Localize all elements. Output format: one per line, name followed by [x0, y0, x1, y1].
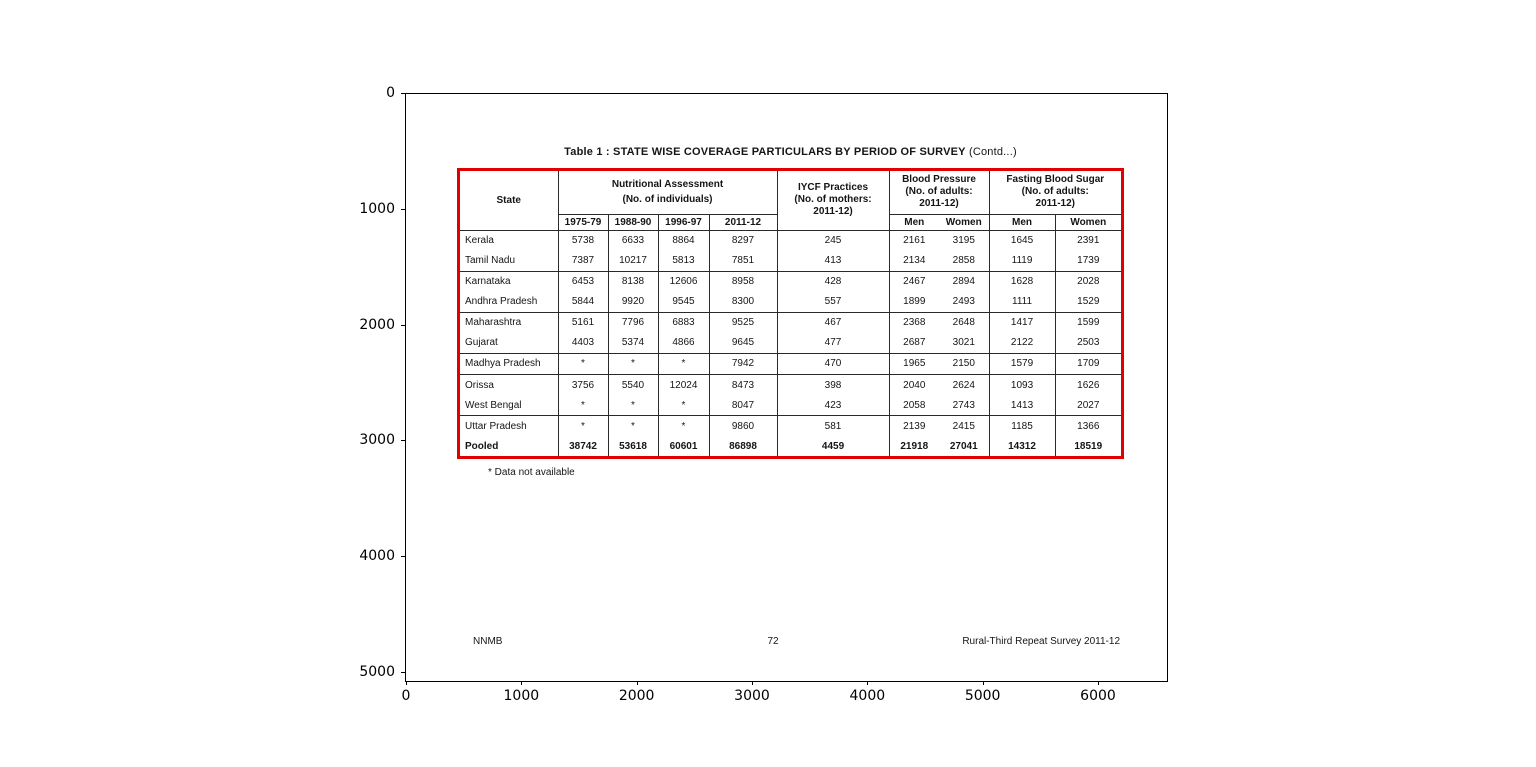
value-cell: 8138 — [608, 271, 658, 292]
year-column-header: 1975-79 — [558, 214, 608, 230]
value-cell: 2687 — [903, 337, 926, 349]
x-tick — [752, 681, 753, 685]
value-cell: 5844 — [558, 292, 608, 313]
value-cell: 12024 — [658, 375, 709, 396]
value-cell: 4459 — [777, 436, 889, 456]
value-cell: 9525 — [709, 312, 777, 333]
value-cell: 1119 — [989, 251, 1055, 272]
y-tick-label: 0 — [386, 85, 395, 101]
value-cell: * — [558, 395, 608, 416]
value-cell: 2040 — [889, 375, 939, 396]
value-cell: 8047 — [709, 395, 777, 416]
table-row — [460, 333, 1121, 354]
value-cell: 1529 — [1077, 296, 1100, 308]
blood-pressure-header — [889, 171, 989, 214]
x-tick — [1098, 681, 1099, 685]
value-cell: 9860 — [709, 416, 777, 437]
header-line: (No. of adults: — [1021, 186, 1089, 198]
bp-women-header: Women — [939, 214, 989, 230]
x-tick — [983, 681, 984, 685]
value-cell: 27041 — [939, 436, 989, 456]
value-cell: 2648 — [939, 312, 989, 333]
header-line: Nutritional Assessment — [611, 178, 724, 190]
value-cell: 4866 — [658, 333, 709, 354]
value-cell: 5374 — [608, 333, 658, 354]
value-cell: 470 — [777, 353, 889, 374]
x-tick-label: 6000 — [1080, 688, 1116, 704]
header-line: (No. of individuals) — [622, 193, 713, 205]
y-tick-label: 2000 — [359, 316, 395, 333]
value-cell: 2467 — [889, 271, 939, 292]
value-cell: 8958 — [709, 271, 777, 292]
state-cell: Kerala — [460, 230, 558, 251]
table-header — [460, 171, 1121, 230]
y-tick — [401, 672, 405, 673]
table-row — [460, 395, 1121, 416]
value-cell: 2150 — [939, 353, 989, 374]
value-cell: 1093 — [989, 375, 1055, 396]
state-cell: Maharashtra — [460, 312, 558, 333]
value-cell: 9645 — [709, 333, 777, 354]
value-cell: 245 — [777, 230, 889, 251]
value-cell: 12606 — [658, 271, 709, 292]
value-cell: 10217 — [608, 251, 658, 272]
value-cell: 2027 — [1077, 399, 1100, 411]
header-line: Blood Pressure — [902, 174, 976, 186]
value-cell: 1579 — [989, 353, 1055, 374]
footer-org: NNMB — [473, 636, 503, 647]
value-cell: 21918 — [900, 440, 929, 452]
fbs-men-header: Men — [989, 214, 1055, 230]
table-row — [460, 230, 1121, 251]
value-cell: 581 — [777, 416, 889, 437]
value-cell: * — [658, 416, 709, 437]
value-cell: 2368 — [889, 312, 939, 333]
value-cell: 1739 — [1077, 255, 1100, 267]
value-cell: 2028 — [1055, 271, 1121, 292]
state-cell: Madhya Pradesh — [460, 353, 558, 374]
value-cell: 2858 — [939, 251, 989, 272]
value-cell: 3756 — [558, 375, 608, 396]
header-line: (No. of mothers: — [794, 194, 872, 206]
value-cell: 5161 — [558, 312, 608, 333]
value-cell: 428 — [777, 271, 889, 292]
state-cell: Andhra Pradesh — [460, 292, 558, 313]
value-cell: 2391 — [1055, 230, 1121, 251]
value-cell: 2624 — [939, 375, 989, 396]
value-cell: 9545 — [658, 292, 709, 313]
value-cell: 53618 — [608, 436, 658, 456]
value-cell: 1899 — [903, 296, 926, 308]
y-tick — [401, 440, 405, 441]
y-tick-label: 3000 — [359, 432, 395, 449]
coverage-table-border — [457, 168, 1124, 459]
value-cell: 38742 — [558, 436, 608, 456]
coverage-table — [460, 171, 1121, 456]
value-cell: 1366 — [1055, 416, 1121, 437]
state-cell: Gujarat — [460, 333, 558, 354]
value-cell: 2743 — [939, 395, 989, 416]
x-tick — [521, 681, 522, 685]
x-tick — [637, 681, 638, 685]
value-cell: 2493 — [939, 292, 989, 313]
value-cell: 1111 — [989, 292, 1055, 313]
value-cell: 7387 — [558, 251, 608, 272]
value-cell: 413 — [777, 251, 889, 272]
header-line: Fasting Blood Sugar — [1006, 174, 1105, 186]
x-tick-label: 2000 — [618, 688, 655, 704]
value-cell: 1413 — [989, 395, 1055, 416]
value-cell: 1626 — [1055, 375, 1121, 396]
x-tick — [406, 681, 407, 685]
footnote: * Data not available — [488, 467, 575, 478]
value-cell: 9920 — [608, 292, 658, 313]
value-cell: 1709 — [1055, 353, 1121, 374]
value-cell: 1628 — [989, 271, 1055, 292]
table-row — [460, 436, 1121, 456]
state-column-header: State — [460, 171, 558, 230]
table-row — [460, 353, 1121, 374]
value-cell: * — [608, 416, 658, 437]
value-cell: 7942 — [709, 353, 777, 374]
value-cell: 4403 — [558, 333, 608, 354]
table-title — [457, 146, 1124, 158]
y-tick-label: 5000 — [359, 664, 395, 680]
value-cell: * — [558, 353, 608, 374]
table-title-contd: (Contd...) — [965, 146, 1017, 158]
table-body — [460, 230, 1121, 456]
x-tick-label: 5000 — [964, 688, 1001, 704]
table-row — [460, 251, 1121, 272]
value-cell: 3021 — [939, 333, 989, 354]
value-cell: 5540 — [608, 375, 658, 396]
value-cell: 2503 — [1077, 337, 1100, 349]
value-cell: 2134 — [903, 255, 926, 267]
value-cell: 2139 — [889, 416, 939, 437]
y-tick — [401, 209, 405, 210]
value-cell: 398 — [777, 375, 889, 396]
table-row — [460, 292, 1121, 313]
value-cell: 1185 — [989, 416, 1055, 437]
header-line: (No. of adults: — [905, 186, 973, 198]
value-cell: 5813 — [658, 251, 709, 272]
value-cell: 1599 — [1055, 312, 1121, 333]
x-tick — [867, 681, 868, 685]
value-cell: 1417 — [989, 312, 1055, 333]
value-cell: 14312 — [989, 436, 1055, 456]
y-tick — [401, 325, 405, 326]
value-cell: * — [558, 416, 608, 437]
value-cell: 8297 — [709, 230, 777, 251]
value-cell: 2161 — [889, 230, 939, 251]
value-cell: 3195 — [939, 230, 989, 251]
state-cell: Tamil Nadu — [460, 251, 558, 272]
footer-survey-name: Rural-Third Repeat Survey 2011-12 — [962, 636, 1120, 647]
value-cell: 5738 — [558, 230, 608, 251]
table-row — [460, 312, 1121, 333]
state-cell: Karnataka — [460, 271, 558, 292]
value-cell: 557 — [777, 292, 889, 313]
value-cell: 8300 — [709, 292, 777, 313]
value-cell: 467 — [777, 312, 889, 333]
value-cell: 2894 — [939, 271, 989, 292]
value-cell: 86898 — [709, 436, 777, 456]
fasting-blood-sugar-header — [989, 171, 1121, 214]
y-tick-label: 1000 — [359, 200, 395, 217]
value-cell: 7851 — [709, 251, 777, 272]
value-cell: 6453 — [558, 271, 608, 292]
iycf-practices-header — [777, 171, 889, 230]
nutritional-assessment-header — [558, 171, 777, 214]
x-tick-label: 4000 — [849, 688, 886, 704]
value-cell: * — [658, 353, 709, 374]
header-line: 2011-12) — [919, 198, 959, 210]
value-cell: 2058 — [903, 399, 926, 411]
page-number: 72 — [767, 636, 779, 647]
value-cell: 7796 — [608, 312, 658, 333]
y-tick — [401, 556, 405, 557]
header-line: 2011-12) — [813, 206, 853, 218]
table-row — [460, 375, 1121, 396]
value-cell: 2415 — [939, 416, 989, 437]
value-cell: 8473 — [709, 375, 777, 396]
state-cell: Orissa — [460, 375, 558, 396]
x-tick-label: 3000 — [734, 688, 770, 704]
year-column-header: 2011-12 — [709, 214, 777, 230]
fbs-women-header: Women — [1055, 214, 1121, 230]
value-cell: 1645 — [989, 230, 1055, 251]
y-tick — [401, 93, 405, 94]
x-tick-label: 0 — [401, 688, 411, 704]
value-cell: 477 — [777, 333, 889, 354]
table-row — [460, 271, 1121, 292]
bp-men-header: Men — [889, 214, 939, 230]
value-cell: 6883 — [658, 312, 709, 333]
value-cell: 60601 — [658, 436, 709, 456]
value-cell: 6633 — [608, 230, 658, 251]
header-line: 2011-12) — [1035, 198, 1076, 210]
value-cell: 2122 — [989, 333, 1055, 354]
x-tick-label: 1000 — [503, 688, 540, 704]
state-cell: Uttar Pradesh — [460, 416, 558, 437]
value-cell: * — [608, 353, 658, 374]
year-column-header: 1996-97 — [658, 214, 709, 230]
value-cell: * — [608, 395, 658, 416]
header-line: IYCF Practices — [797, 182, 869, 194]
value-cell: 1965 — [889, 353, 939, 374]
value-cell: * — [658, 395, 709, 416]
state-cell: Pooled — [460, 436, 558, 456]
value-cell: 423 — [777, 395, 889, 416]
value-cell: 8864 — [658, 230, 709, 251]
year-column-header: 1988-90 — [608, 214, 658, 230]
state-cell: West Bengal — [460, 395, 558, 416]
value-cell: 18519 — [1074, 440, 1103, 452]
table-title-main: Table 1 : STATE WISE COVERAGE PARTICULARS BY PERIOD OF SURVEY — [564, 146, 966, 158]
y-tick-label: 4000 — [359, 548, 395, 565]
table-row — [460, 416, 1121, 437]
